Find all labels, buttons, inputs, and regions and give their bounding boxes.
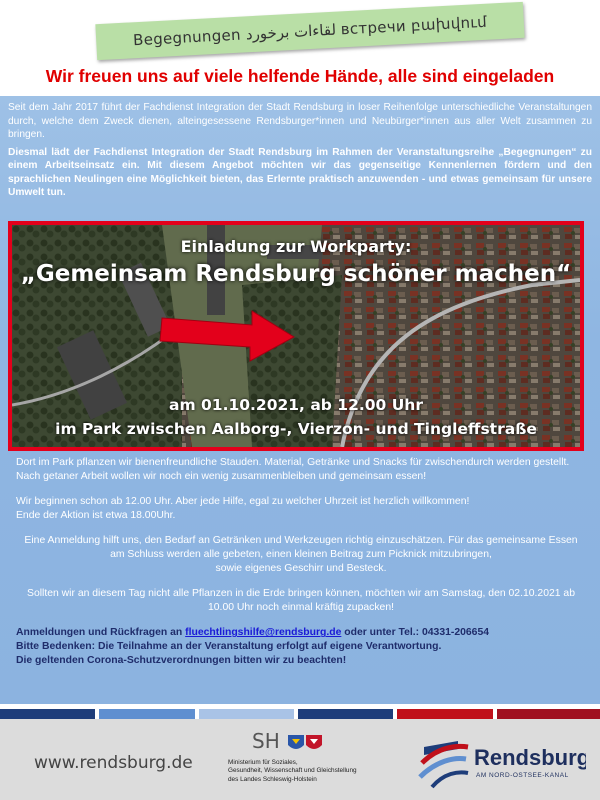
stripe <box>298 709 393 719</box>
city-tagline-text: AM NORD-OSTSEE-KANAL <box>476 772 569 779</box>
details-paragraph <box>16 495 586 522</box>
end-time-text: Ende der Aktion ist etwa 18.00Uhr. <box>16 509 176 521</box>
notice-line: Bitte Bedenken: Die Teilnahme an der Veranstaltung erfolgt auf eigene Verantwortung. <box>16 640 442 652</box>
banner-text: Begegnungen لقاءات برخورد встречи բախվում <box>132 12 488 50</box>
sh-logo-text <box>252 729 326 753</box>
contact-suffix: oder unter Tel.: 04331-206654 <box>341 627 490 639</box>
aerial-photo-invitation <box>8 221 584 451</box>
ministry-line: Ministerium für Soziales, <box>228 759 298 766</box>
start-time-text: Wir beginnen schon ab 12.00 Uhr. Aber jede Hilfe, egal zu welcher Uhrzeit ist herzlich willkommen! <box>16 496 470 508</box>
contact-line <box>16 626 586 640</box>
invitation-date: am 01.10.2021, ab 12.00 Uhr <box>169 396 423 414</box>
city-name-text: Rendsburg <box>474 745 586 770</box>
intro-paragraph-bold: Diesmal lädt der Fachdienst Integration der Stadt Rendsburg im Rahmen der Veranstaltungsreihe „Begegnungen“ zu einem Arbeitseinsatz ein. Mit diesem Angebot möchten wir das gegenseitige Kennenlernen fördern und den sprachlichen Neulingen eine Möglichkeit bieten, das Erlernte praktisch anzuwenden - und etwas gemeinsam für unsere Umwelt tun. <box>8 146 592 198</box>
invitation-label: Einladung zur Workparty: <box>180 237 412 256</box>
ministry-text <box>228 759 398 784</box>
rendsburg-logo <box>418 727 586 793</box>
stripe <box>0 709 95 719</box>
notice-line: Die geltenden Corona-Schutzverordnungen bitten wir zu beachten! <box>16 654 347 666</box>
intro-paragraph: Seit dem Jahr 2017 führt der Fachdienst Integration der Stadt Rendsburg in loser Reihenfolge unterschiedliche Veranstaltungen durch, welche dem Zweck dienen, alteingesessene Rendsburger*innen und Neubürger*innen aus aller Welt zusammen zu bringen. <box>8 102 592 140</box>
color-stripes <box>0 709 600 719</box>
stripe <box>99 709 194 719</box>
page-headline: Wir freuen uns auf viele helfende Hände, alle sind eingeladen <box>45 66 555 86</box>
stripe <box>497 709 600 719</box>
registration-text: Eine Anmeldung hilft uns, den Bedarf an Getränken und Werkzeugen richtig einzuschätzen. Für das gemeinsame Essen am Schluss werden alle gebeten, einen kleinen Beitrag zum Picknick mitzubringen, <box>24 535 578 560</box>
ministry-line: Gesundheit, Wissenschaft und Gleichstellung <box>228 767 357 775</box>
website-url[interactable]: www.rendsburg.de <box>34 753 193 773</box>
sh-letters: SH <box>252 729 280 753</box>
details-paragraph: Dort im Park pflanzen wir bienenfreundliche Stauden. Material, Getränke und Snacks für zwischendurch werden gestellt. Nach getaner Arbeit wollen wir noch ein wenig zusammenbleiben und gemeinsam essen! <box>16 457 570 482</box>
footer <box>0 719 600 800</box>
coat-of-arms-icon <box>286 733 326 753</box>
details-section <box>16 456 586 667</box>
contact-prefix: Anmeldungen und Rückfragen an <box>16 627 186 639</box>
saturday-note: Sollten wir an diesem Tag nicht alle Pflanzen in die Erde bringen können, möchten wir am Samstag, den 02.10.2021 ab 10.00 Uhr noch einmal kräftig zupacken! <box>27 588 575 613</box>
ministry-line: des Landes Schleswig-Holstein <box>228 775 317 783</box>
multilingual-banner <box>95 2 524 60</box>
details-paragraph <box>16 534 586 575</box>
ministry-logo <box>228 729 398 795</box>
stripe <box>199 709 294 719</box>
registration-text-cont: sowie eigenes Geschirr und Besteck. <box>215 562 387 574</box>
invitation-title: „Gemeinsam Rendsburg schöner machen“ <box>20 261 572 287</box>
intro-section <box>8 101 592 204</box>
contact-email-link[interactable]: fluechtlingshilfe@rendsburg.de <box>185 627 342 639</box>
stripe <box>397 709 492 719</box>
rendsburg-wave-icon <box>418 727 586 793</box>
invitation-place: im Park zwischen Aalborg-, Vierzon- und Tingleffstraße <box>55 420 537 438</box>
